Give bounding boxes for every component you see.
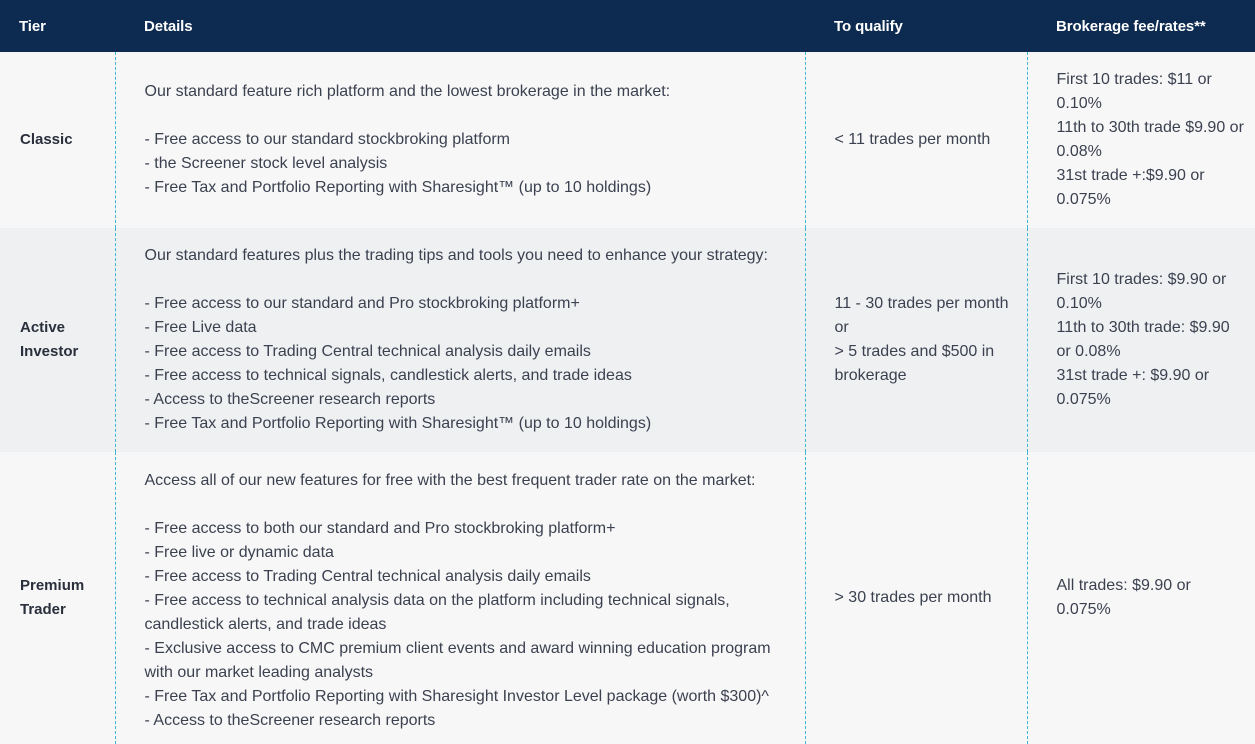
table-row-classic xyxy=(0,52,1255,228)
feature-item: - Free access to technical analysis data on the platform including technical signals, candlestick alerts, and trade ideas xyxy=(144,592,730,633)
qualify-line: 11 - 30 trades per month or xyxy=(834,295,1009,336)
feature-item: - the Screener stock level analysis xyxy=(144,155,388,172)
table-row-premium-trader xyxy=(0,452,1255,744)
feature-item: - Access to theScreener research reports xyxy=(144,391,436,408)
header-fees: Brokerage fee/rates** xyxy=(1056,17,1206,35)
fee-item: 11th to 30th trade $9.90 or 0.08% xyxy=(1056,119,1244,160)
qualify-line: > 5 trades and $500 in brokerage xyxy=(834,343,995,384)
feature-item: - Access to theScreener research reports xyxy=(144,712,436,729)
feature-item: - Free Tax and Portfolio Reporting with Sharesight™ (up to 10 holdings) xyxy=(144,415,652,432)
feature-item: - Free Live data xyxy=(144,319,257,336)
qualify-criteria: < 11 trades per month xyxy=(805,52,1027,228)
header-row xyxy=(0,0,1255,52)
feature-item: - Free access to Trading Central technical analysis daily emails xyxy=(144,568,591,585)
feature-item: - Free access to our standard stockbroking platform xyxy=(144,131,510,148)
fee-item: 11th to 30th trade: $9.90 or 0.08% xyxy=(1056,319,1230,360)
feature-item: - Free live or dynamic data xyxy=(144,544,334,561)
tier-details xyxy=(115,452,805,744)
details-intro: Our standard feature rich platform and the lowest brokerage in the market: xyxy=(144,83,671,100)
details-intro: Access all of our new features for free with the best frequent trader rate on the market: xyxy=(144,472,756,489)
tier-name: Premium Trader xyxy=(20,577,85,618)
tier-details xyxy=(115,52,805,228)
qualify-criteria: > 30 trades per month xyxy=(805,452,1027,744)
feature-item: - Free access to both our standard and Pro stockbroking platform+ xyxy=(144,520,616,537)
fee-rates xyxy=(1027,228,1255,452)
fee-item: 31st trade +: $9.90 or 0.075% xyxy=(1056,367,1210,408)
feature-item: - Free Tax and Portfolio Reporting with Sharesight™ (up to 10 holdings) xyxy=(144,179,652,196)
fee-item: First 10 trades: $9.90 or 0.10% xyxy=(1056,271,1227,312)
header-tier: Tier xyxy=(19,17,46,35)
header-details: Details xyxy=(144,17,193,35)
fee-item: First 10 trades: $11 or 0.10% xyxy=(1056,71,1212,112)
feature-item: - Exclusive access to CMC premium client events and award winning education program with our market leading analysts xyxy=(144,640,771,681)
feature-item: - Free access to our standard and Pro stockbroking platform+ xyxy=(144,295,580,312)
table-row-active-investor xyxy=(0,228,1255,452)
tier-name: Active Investor xyxy=(20,319,79,360)
fee-rates xyxy=(1027,452,1255,744)
details-intro: Our standard features plus the trading tips and tools you need to enhance your strategy: xyxy=(144,247,768,264)
header-qualify: To qualify xyxy=(834,17,903,35)
qualify-criteria xyxy=(805,228,1027,452)
feature-item: - Free access to Trading Central technical analysis daily emails xyxy=(144,343,591,360)
fee-item: All trades: $9.90 or 0.075% xyxy=(1056,577,1191,618)
fee-item: 31st trade +:$9.90 or 0.075% xyxy=(1056,167,1205,208)
feature-item: - Free Tax and Portfolio Reporting with Sharesight Investor Level package (worth $300)^ xyxy=(144,688,769,705)
tier-name: Classic xyxy=(20,131,73,148)
tier-details xyxy=(115,228,805,452)
fee-rates xyxy=(1027,52,1255,228)
feature-item: - Free access to technical signals, candlestick alerts, and trade ideas xyxy=(144,367,632,384)
table-header xyxy=(0,0,1255,52)
